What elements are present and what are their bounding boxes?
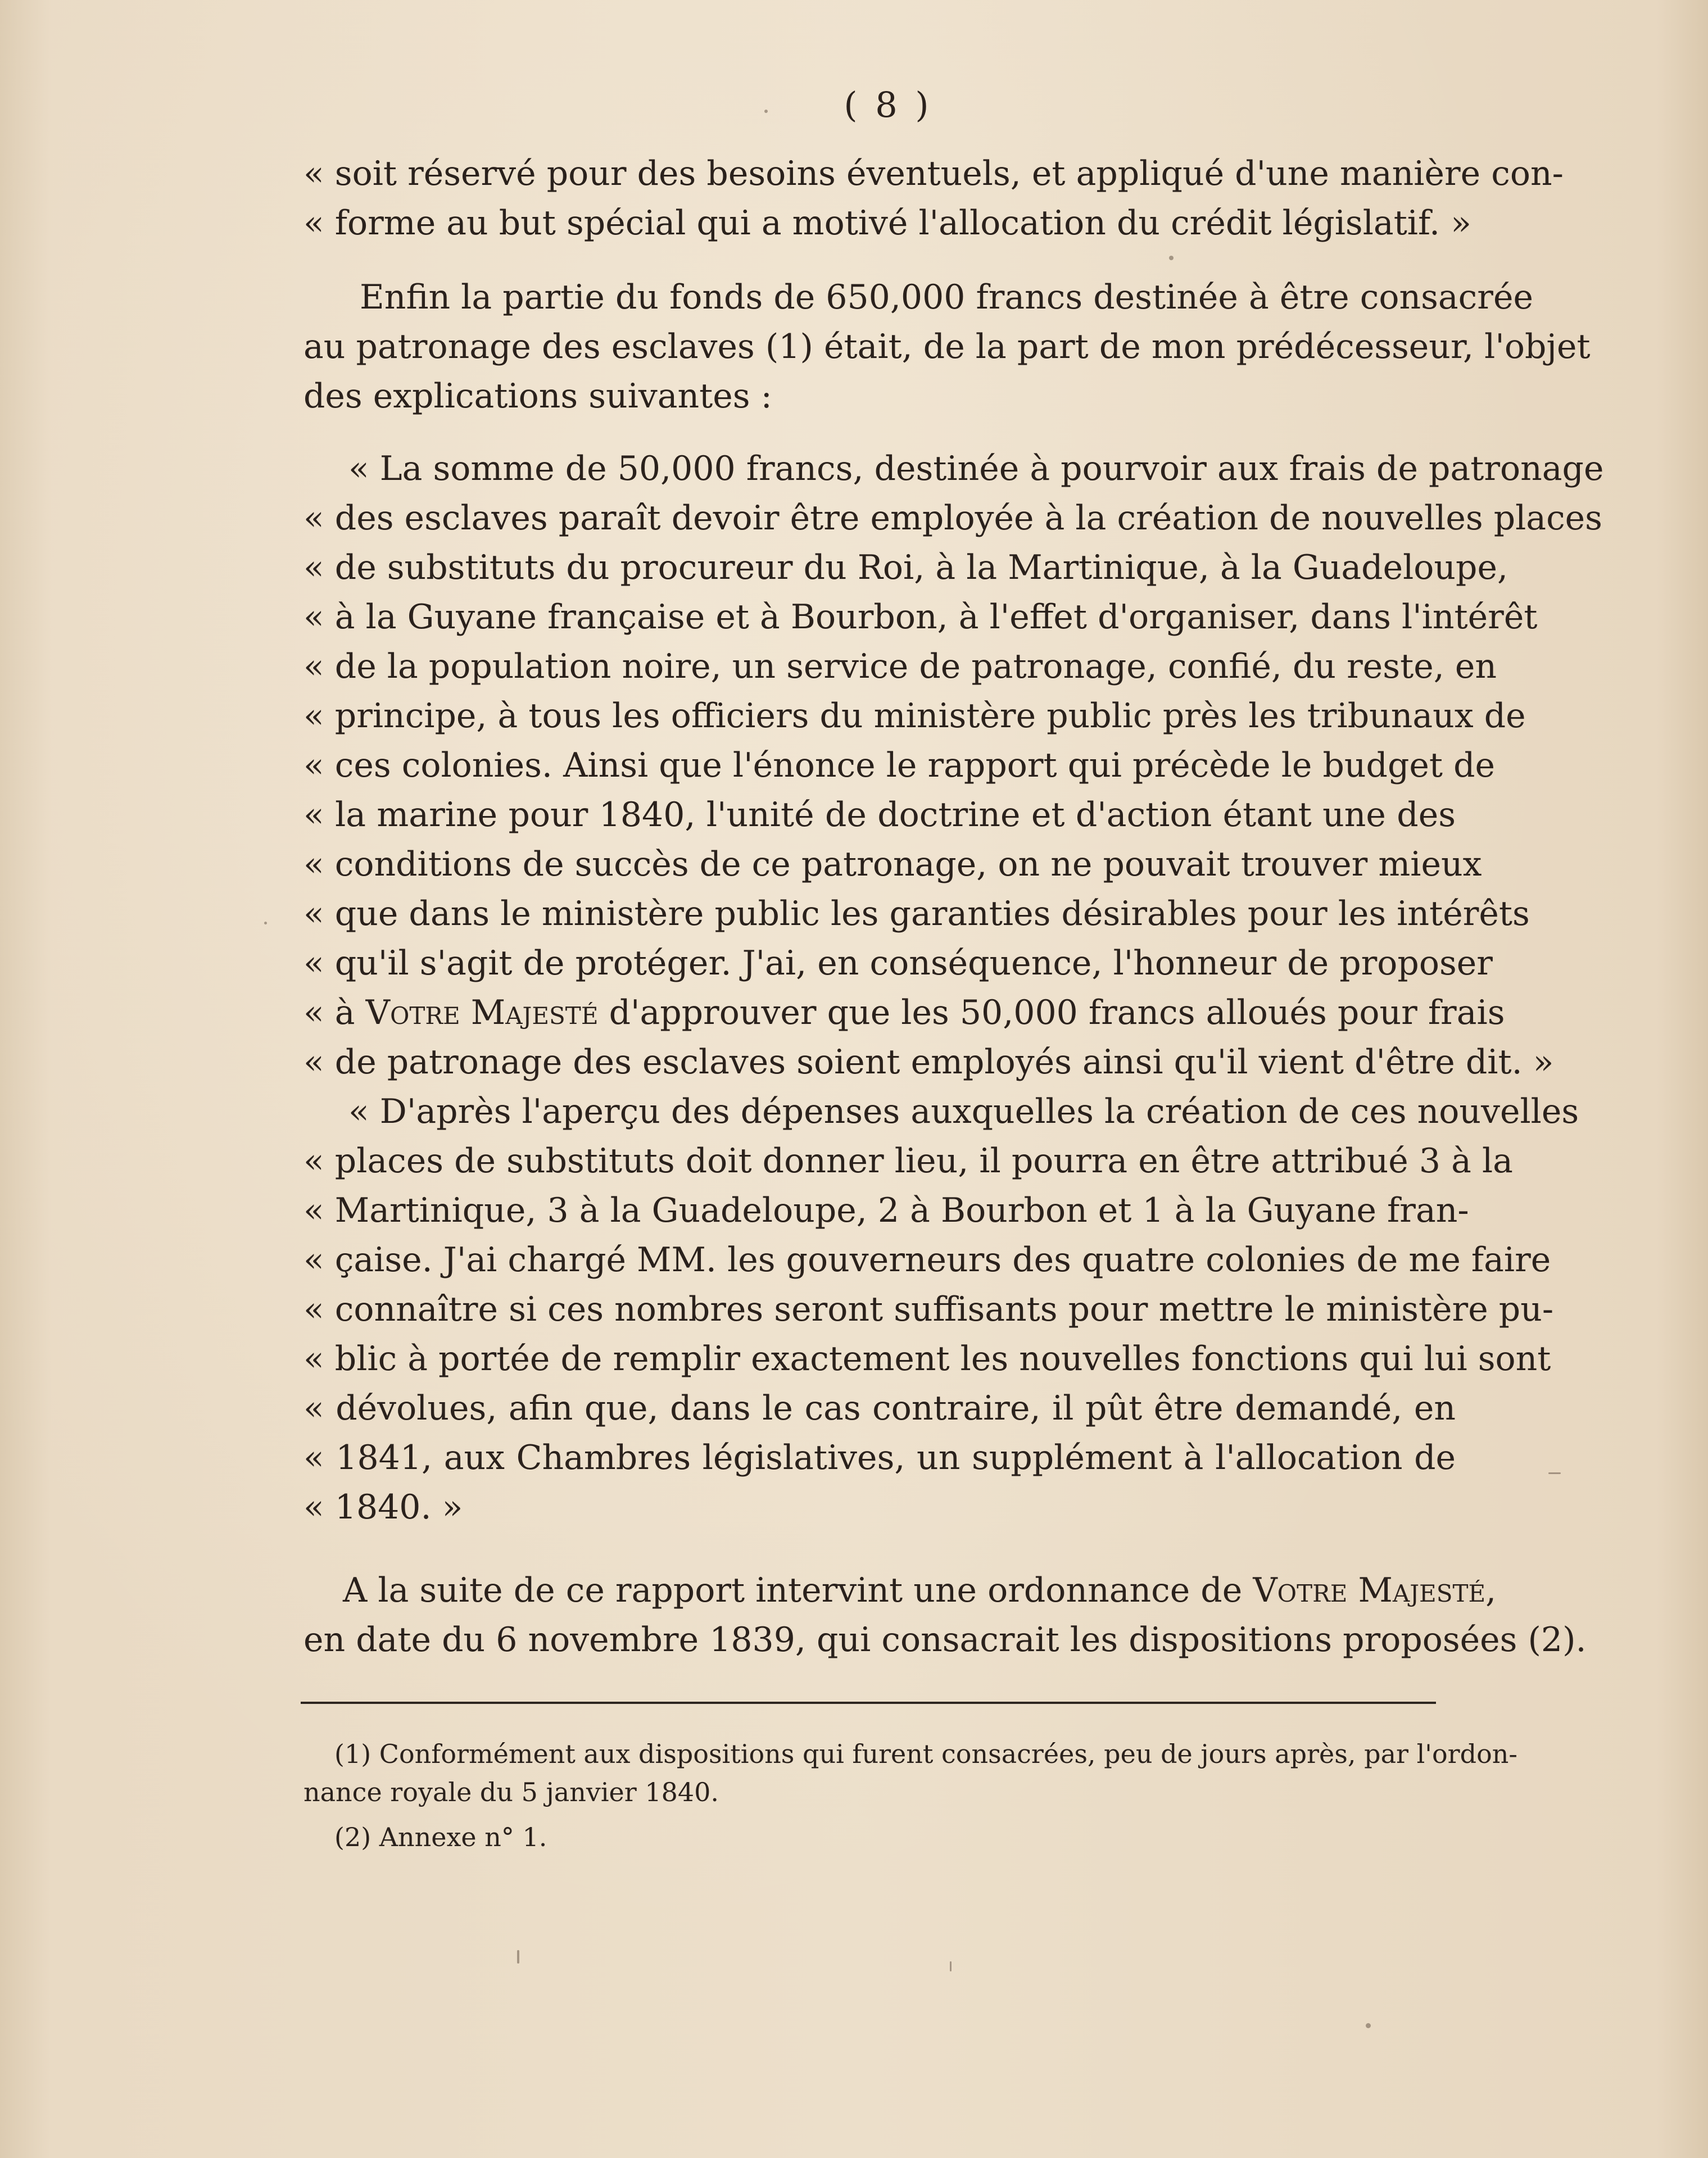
text-line: « places de substituts doit donner lieu, il pourra en être attribué 3 à la — [303, 1141, 1513, 1181]
text-line: « la marine pour 1840, l'unité de doctrine et d'action étant une des — [303, 795, 1456, 835]
text-line: « que dans le ministère public les garanties désirables pour les intérêts — [303, 894, 1530, 933]
text-line: « à la Guyane française et à Bourbon, à l'effet d'organiser, dans l'intérêt — [303, 597, 1538, 637]
text-line: « 1841, aux Chambres législatives, un supplément à l'allocation de — [303, 1438, 1456, 1477]
text-line: « La somme de 50,000 francs, destinée à pourvoir aux frais de patronage — [348, 449, 1604, 488]
text-line: « de la population noire, un service de patronage, confié, du reste, en — [303, 647, 1497, 686]
text-line: « soit réservé pour des besoins éventuels, et appliqué d'une manière con- — [303, 154, 1564, 193]
line-suffix: , — [1485, 1571, 1497, 1610]
line-start: « à — [303, 993, 355, 1032]
page-number: ( 8 ) — [844, 84, 932, 125]
paper-speck — [764, 110, 768, 113]
text-line: « Martinique, 3 à la Guadeloupe, 2 à Bourbon et 1 à la Guyane fran- — [303, 1191, 1469, 1230]
paper-speck — [1548, 1472, 1561, 1474]
text-line: « 1840. » — [303, 1488, 463, 1527]
text-line: en date du 6 novembre 1839, qui consacrait les dispositions proposées (2). — [303, 1620, 1587, 1660]
text-line: « çaise. J'ai chargé MM. les gouverneurs des quatre colonies de me faire — [303, 1240, 1551, 1280]
text-line-majesty — [303, 988, 1505, 1037]
text-line: « principe, à tous les officiers du ministère public près les tribunaux de — [303, 696, 1526, 736]
text-line: « forme au but spécial qui a motivé l'allocation du crédit législatif. » — [303, 203, 1471, 243]
paper-speck — [1169, 256, 1174, 260]
footnote-line: nance royale du 5 janvier 1840. — [303, 1777, 719, 1807]
footnote-line: (2) Annexe n° 1. — [334, 1822, 547, 1852]
text-line: « conditions de succès de ce patronage, on ne pouvait trouver mieux — [303, 845, 1482, 884]
text-line: « D'après l'aperçu des dépenses auxquelles la création de ces nouvelles — [348, 1092, 1579, 1131]
text-line: « dévolues, afin que, dans le cas contraire, il pût être demandé, en — [303, 1389, 1456, 1428]
text-line: « ces colonies. Ainsi que l'énonce le rapport qui précède le budget de — [303, 746, 1495, 785]
footnote-rule — [301, 1702, 1436, 1704]
paper-speck — [517, 1950, 519, 1964]
text-line: « de substituts du procureur du Roi, à la Martinique, à la Guadeloupe, — [303, 548, 1508, 587]
text-line: au patronage des esclaves (1) était, de la part de mon prédécesseur, l'objet — [303, 327, 1591, 366]
paper-speck — [264, 922, 267, 924]
majesty-title: Votre Majesté — [365, 993, 599, 1032]
text-line: « des esclaves paraît devoir être employée à la création de nouvelles places — [303, 498, 1602, 538]
majesty-title: Votre Majesté — [1253, 1571, 1486, 1610]
text-line-majesty — [343, 1566, 1497, 1615]
text-line: « qu'il s'agit de protéger. J'ai, en conséquence, l'honneur de proposer — [303, 944, 1493, 983]
text-line: « blic à portée de remplir exactement les nouvelles fonctions qui lui sont — [303, 1339, 1551, 1379]
paper-speck — [1366, 2023, 1371, 2028]
footnote-line: (1) Conformément aux dispositions qui furent consacrées, peu de jours après, par l'ordon- — [334, 1739, 1517, 1769]
text-line: « de patronage des esclaves soient employés ainsi qu'il vient d'être dit. » — [303, 1042, 1554, 1082]
text-line: Enfin la partie du fonds de 650,000 francs destinée à être consacrée — [360, 278, 1533, 317]
paper-speck — [950, 1961, 952, 1971]
text-line: « connaître si ces nombres seront suffisants pour mettre le ministère pu- — [303, 1290, 1554, 1329]
line-rest: d'approuver que les 50,000 francs alloués pour frais — [609, 993, 1505, 1032]
line-start: A la suite de ce rapport intervint une ordonnance de — [343, 1571, 1243, 1610]
text-line: des explications suivantes : — [303, 377, 772, 416]
